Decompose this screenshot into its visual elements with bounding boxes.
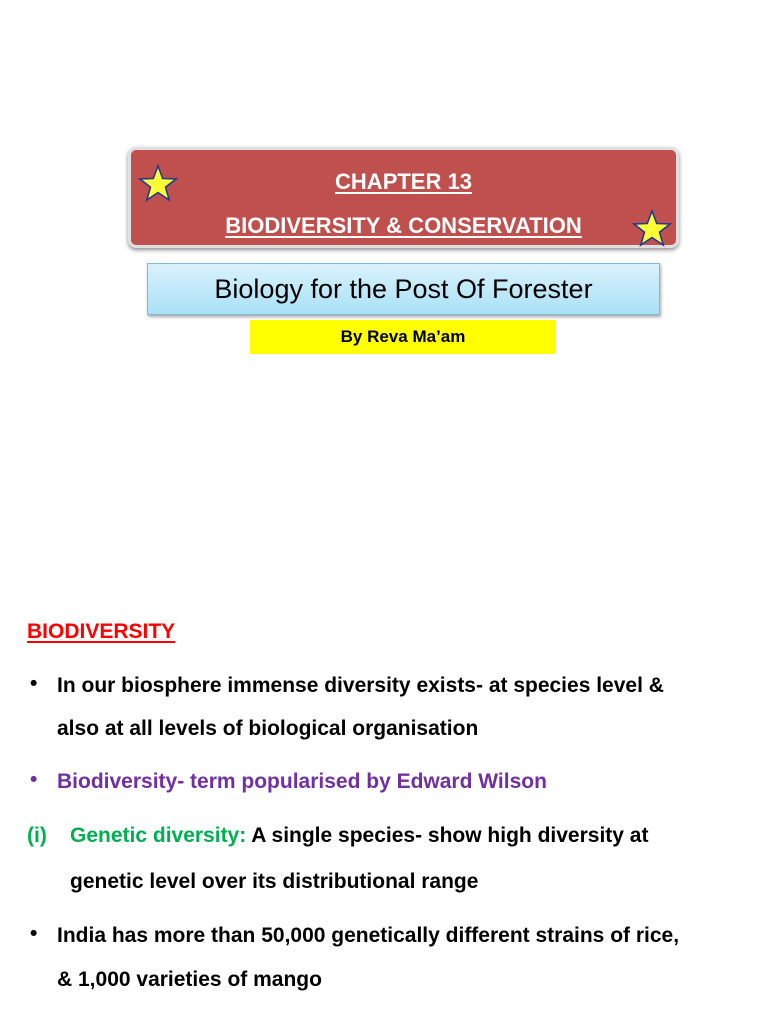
chapter-title: BIODIVERSITY & CONSERVATION (225, 213, 582, 238)
point3-line2: & 1,000 varieties of mango (57, 968, 322, 991)
genetic-marker: (i) (27, 824, 47, 847)
genetic-line2: genetic level over its distributional range (70, 870, 479, 893)
bullet-point-marker: • (30, 922, 38, 945)
genetic-desc: A single species- show high diversity at (246, 824, 649, 847)
genetic-label: Genetic diversity: (70, 824, 247, 847)
point3-line1: India has more than 50,000 genetically different strains of rice, (57, 924, 680, 947)
author-label: By Reva Ma’am (250, 320, 556, 354)
bullet-point-marker: • (30, 768, 38, 791)
genetic-line1 (70, 824, 648, 848)
point1-line1: In our biosphere immense diversity exists- at species level & (57, 674, 664, 697)
chapter-number: CHAPTER 13 (335, 169, 472, 194)
bullet-point-marker: • (30, 672, 38, 695)
chapter-banner (128, 147, 679, 248)
course-subtitle: Biology for the Post Of Forester (147, 263, 660, 315)
section-heading: BIODIVERSITY (27, 620, 176, 643)
star-icon (632, 209, 672, 249)
point2-text: Biodiversity- term popularised by Edward Wilson (57, 770, 547, 793)
star-icon (138, 164, 178, 204)
point1-line2: also at all levels of biological organisation (57, 717, 479, 740)
